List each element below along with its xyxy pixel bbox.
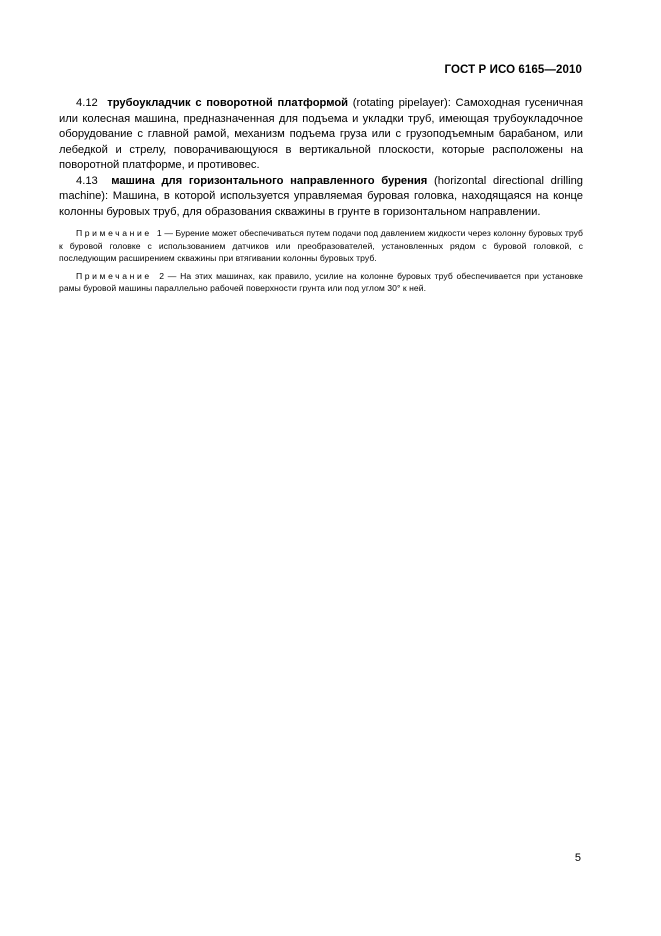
term-definition: Самоходная гусеничная или колесная машина, предназначенная для подъема и укладки труб, имеющая трубоукладочное оборудование с главной рамой, механизм подъема груза или с грузоподъемным барабаном, или лебедкой и стрелу, поворачивающуюся в вертикальной плоскости, которые расположены на поворотной платформе, и противовес. <box>59 97 583 171</box>
note-text: — Бурение может обеспечиваться путем подачи под давлением жидкости через колонну буровых труб к буровой головке с использованием датчиков или преобразователей, установленных рядом с буровой головкой, с последующим расширением скважины при втягивании колонны буровых труб. <box>59 228 583 264</box>
section-number: 4.13 <box>76 174 98 187</box>
section-4-13 <box>59 174 583 221</box>
section-4-12 <box>59 96 583 174</box>
note-number: 2 <box>159 270 165 281</box>
note-2 <box>59 270 583 295</box>
note-1 <box>59 227 583 265</box>
term-english: (horizontal directional drilling machine): <box>59 174 584 202</box>
term-english: (rotating pipelayer): <box>352 97 451 109</box>
term-definition: Машина, в которой используется управляемая буровая головка, находящаяся на конце колонны буровых труб, для образования скважины в грунте в горизонтальном направлении. <box>59 190 584 218</box>
section-number: 4.12 <box>76 97 98 109</box>
document-header: ГОСТ Р ИСО 6165—2010 <box>444 64 582 76</box>
term-bold: трубоукладчик с поворотной платформой <box>107 97 349 109</box>
note-number: 1 <box>156 228 162 238</box>
term-bold: машина для горизонтального направленного бурения <box>111 174 428 187</box>
note-text: — На этих машинах, как правило, усилие на колонне буровых труб обеспечивается при установке рамы буровой машины параллельно рабочей поверхности грунта или под углом 30° к ней. <box>59 270 583 294</box>
note-label: Примечание <box>76 228 152 238</box>
note-label: Примечание <box>76 270 152 281</box>
page-number: 5 <box>574 852 581 864</box>
document-body <box>59 96 583 295</box>
